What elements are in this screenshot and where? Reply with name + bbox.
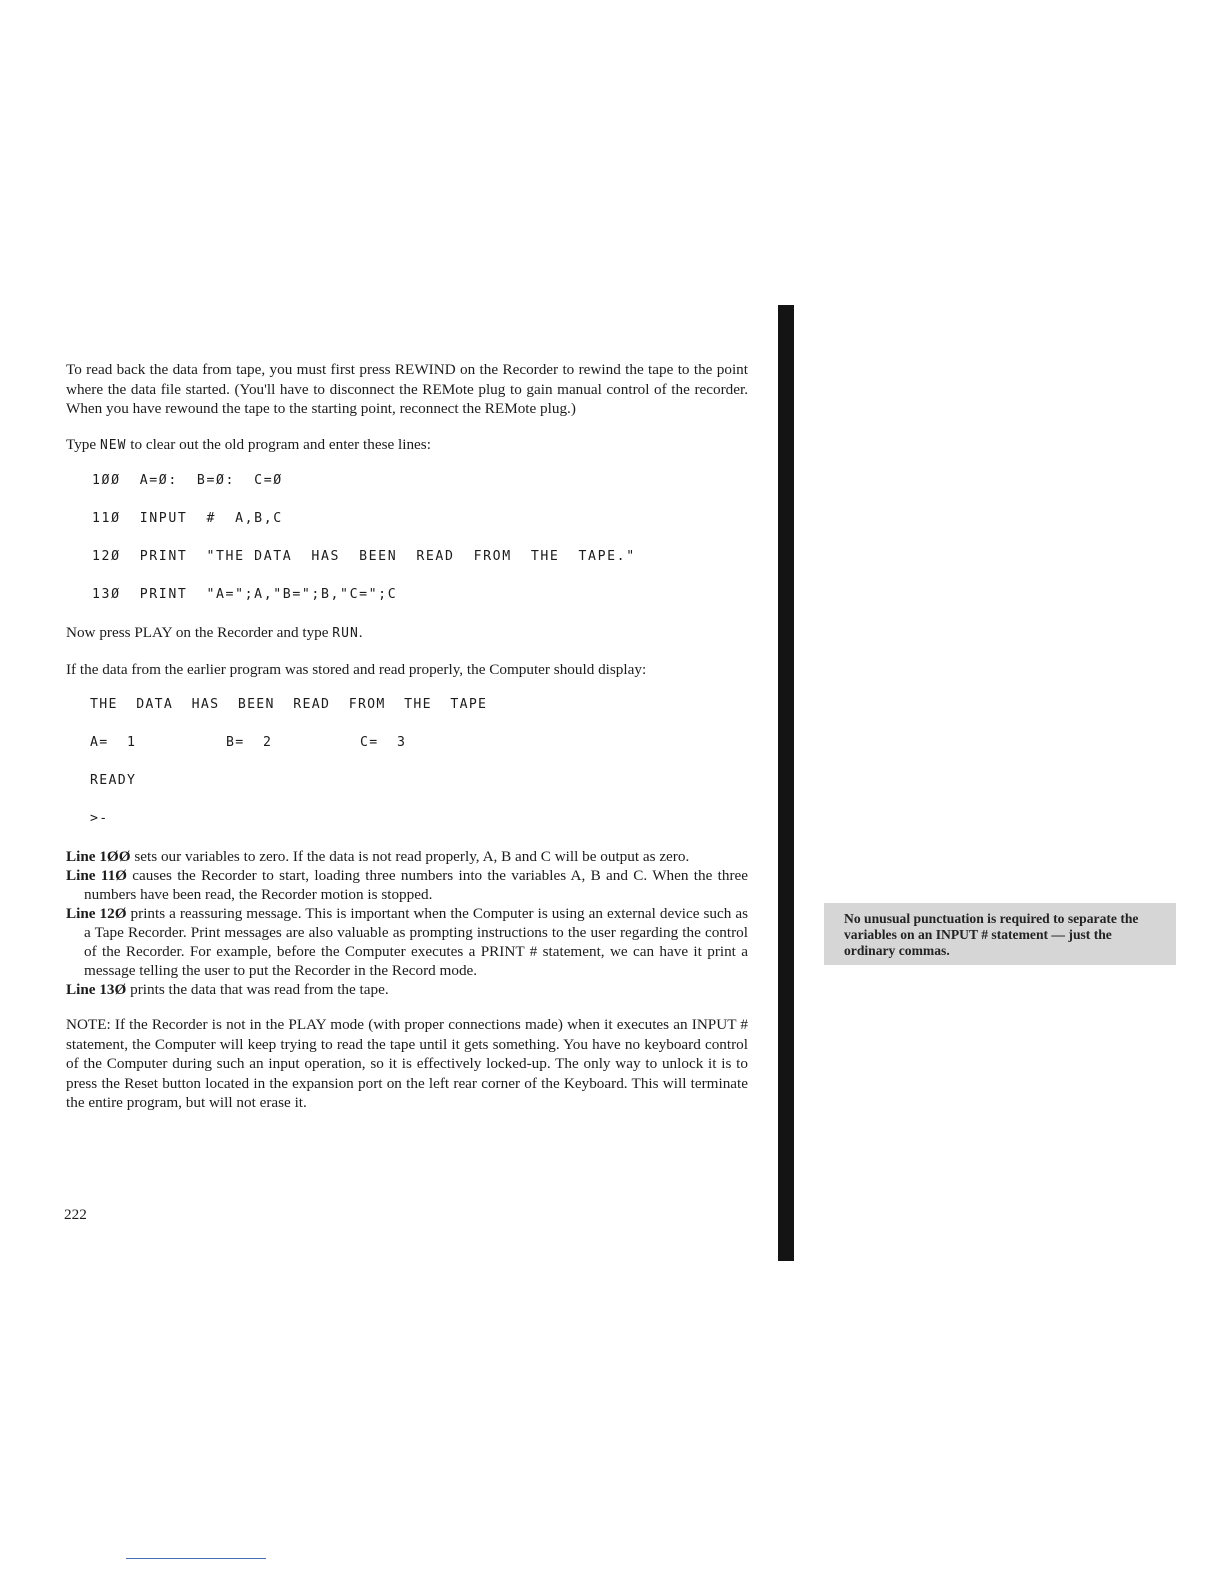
note-paragraph: NOTE: If the Recorder is not in the PLAY mode (with proper connections made) when it executes an INPUT # statement, the Computer will keep trying to read the tape until it gets something. You have no keyboard control of the Computer during such an input operation, so it is effectively locked-up. The only way to unlock it is to press the Reset button located in the expansion port on the left rear corner of the Keyboard. This will terminate the entire program, but will not erase it. — [66, 1016, 748, 1111]
vertical-divider-bar — [778, 305, 794, 1261]
explanation-item — [66, 866, 748, 904]
play-instruction — [66, 623, 748, 644]
program-line-130: 13Ø PRINT "A=";A,"B=";B,"C=";C — [92, 587, 398, 602]
type-new-before: Type — [66, 435, 100, 453]
explanation-text: sets our variables to zero. If the data is not read properly, A, B and C will be output as zero. — [130, 848, 690, 865]
output-b: B= 2 — [226, 735, 273, 750]
run-command: RUN — [332, 626, 359, 641]
margin-note: No unusual punctuation is required to separate the variables on an INPUT # statement — just the ordinary commas. — [824, 903, 1176, 965]
output-c: C= 3 — [360, 735, 407, 750]
type-new-instruction — [66, 435, 748, 456]
play-after: . — [358, 624, 363, 641]
explanation-label: Line 12Ø — [66, 905, 127, 922]
type-new-after: to clear out the old program and enter these lines: — [126, 435, 431, 453]
explanation-label: Line 11Ø — [66, 867, 127, 884]
intro-paragraph: To read back the data from tape, you must first press REWIND on the Recorder to rewind the tape to the point where the data file started. (You'll have to disconnect the REMote plug to gain manual control of the recorder. When you have rewound the tape to the starting point, reconnect the REMote plug.) — [66, 361, 748, 417]
output-prompt: >- — [90, 811, 109, 826]
output-a: A= 1 — [90, 735, 137, 750]
bottom-rule — [126, 1558, 266, 1559]
output-ready: READY — [90, 773, 137, 788]
screen-output — [90, 695, 748, 829]
display-intro: If the data from the earlier program was stored and read properly, the Computer should display: — [66, 660, 647, 678]
main-text-column — [66, 360, 748, 1129]
explanation-text: prints a reassuring message. This is important when the Computer is using an external device such as a Tape Recorder. Print messages are also valuable as prompting instructions to the user regarding the control of the Recorder. For example, before the Computer executes a PRINT # statement, we can have it print a message telling the user to put the Recorder in the Record mode. — [84, 905, 748, 979]
explanation-label: Line 13Ø — [66, 981, 127, 998]
program-line-120: 12Ø PRINT "THE DATA HAS BEEN READ FROM THE TAPE." — [92, 549, 636, 564]
program-line-100: 1ØØ A=Ø: B=Ø: C=Ø — [92, 473, 283, 488]
program-line-110: 11Ø INPUT # A,B,C — [92, 511, 283, 526]
output-message: THE DATA HAS BEEN READ FROM THE TAPE — [90, 697, 488, 712]
explanation-item — [66, 980, 748, 999]
explanation-item — [66, 904, 748, 980]
explanation-text: causes the Recorder to start, loading three numbers into the variables A, B and C. When the three numbers have been read, the Recorder motion is stopped. — [84, 867, 748, 903]
page-number: 222 — [64, 1206, 87, 1223]
play-before: Now press PLAY on the Recorder and type — [66, 624, 333, 641]
explanation-label: Line 1ØØ — [66, 848, 131, 865]
output-values-row — [90, 733, 748, 753]
program-listing — [92, 471, 748, 605]
new-command: NEW — [99, 437, 127, 453]
explanation-text: prints the data that was read from the tape. — [126, 981, 389, 998]
explanation-item — [66, 847, 748, 866]
line-explanations — [66, 847, 748, 999]
